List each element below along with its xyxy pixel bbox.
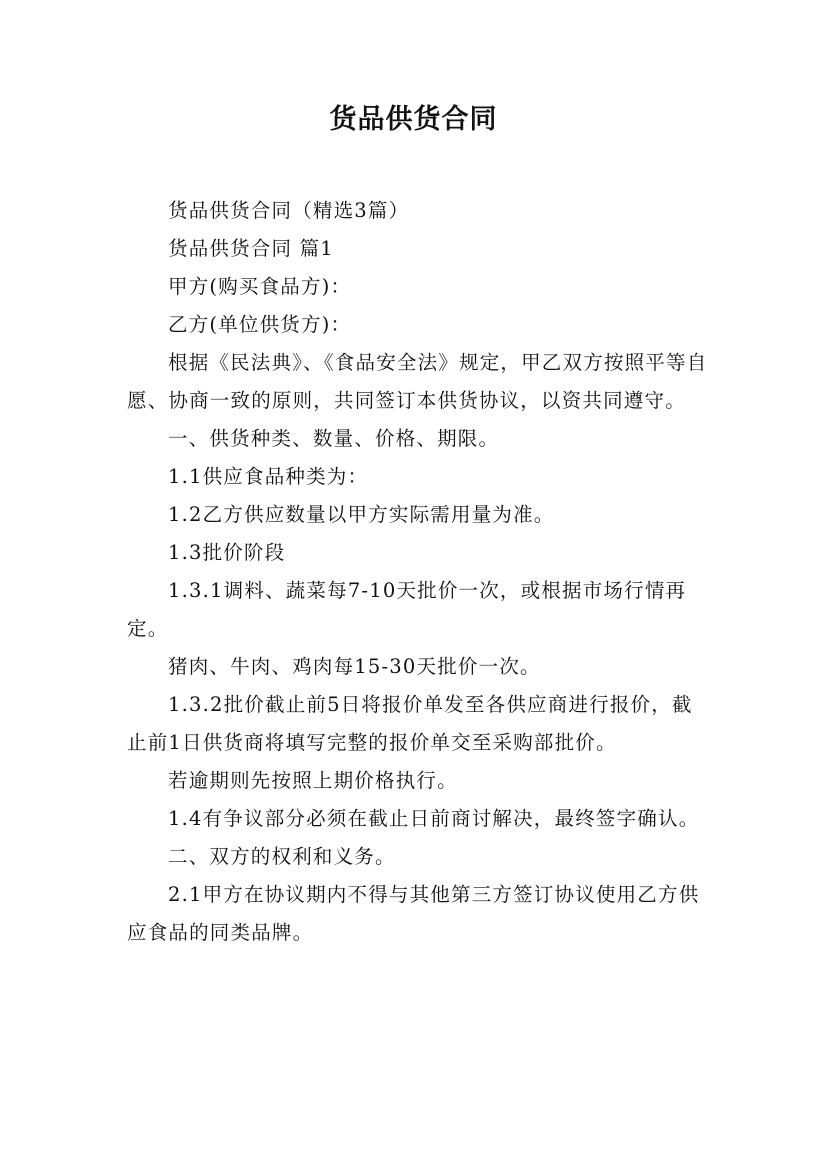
- document-title: 货品供货合同: [329, 104, 498, 135]
- paragraph-clause-2-heading: 二、双方的权利和义务。: [168, 845, 396, 868]
- paragraph-clause-1-2: 1.2乙方供应数量以甲方实际需用量为准。: [168, 503, 555, 526]
- paragraph-subtitle: 货品供货合同（精选3篇）: [168, 199, 410, 222]
- paragraph-party-a: 甲方(购买食品方)：: [168, 275, 352, 298]
- paragraph-overdue-rule: 若逾期则先按照上期价格执行。: [168, 769, 458, 792]
- paragraph-preamble: 根据《民法典》、《食品安全法》规定，甲乙双方按照平等自愿、协商一致的原则，共同签订本供货协议，以资共同遵守。: [127, 351, 708, 412]
- paragraph-section-heading: 货品供货合同 篇1: [168, 237, 334, 260]
- paragraph-clause-1-1: 1.1供应食品种类为：: [168, 465, 369, 488]
- paragraph-clause-1-4: 1.4有争议部分必须在截止日前商讨解决，最终签字确认。: [168, 807, 700, 830]
- paragraph-meat-pricing: 猪肉、牛肉、鸡肉每15-30天批价一次。: [168, 655, 541, 678]
- paragraph-party-b: 乙方(单位供货方)：: [168, 313, 352, 336]
- paragraph-clause-1-3-1: 1.3.1调料、蔬菜每7-10天批价一次，或根据市场行情再定。: [127, 579, 687, 640]
- paragraph-clause-1-3-2: 1.3.2批价截止前5日将报价单发至各供应商进行报价，截止前1日供货商将填写完整的报价单交至采购部批价。: [127, 693, 693, 754]
- paragraph-clause-1-3: 1.3批价阶段: [168, 541, 286, 564]
- document-body: [127, 192, 713, 952]
- paragraph-clause-2-1: 2.1甲方在协议期内不得与其他第三方签订协议使用乙方供应食品的同类品牌。: [127, 883, 700, 944]
- paragraph-clause-1-heading: 一、供货种类、数量、价格、期限。: [168, 427, 500, 450]
